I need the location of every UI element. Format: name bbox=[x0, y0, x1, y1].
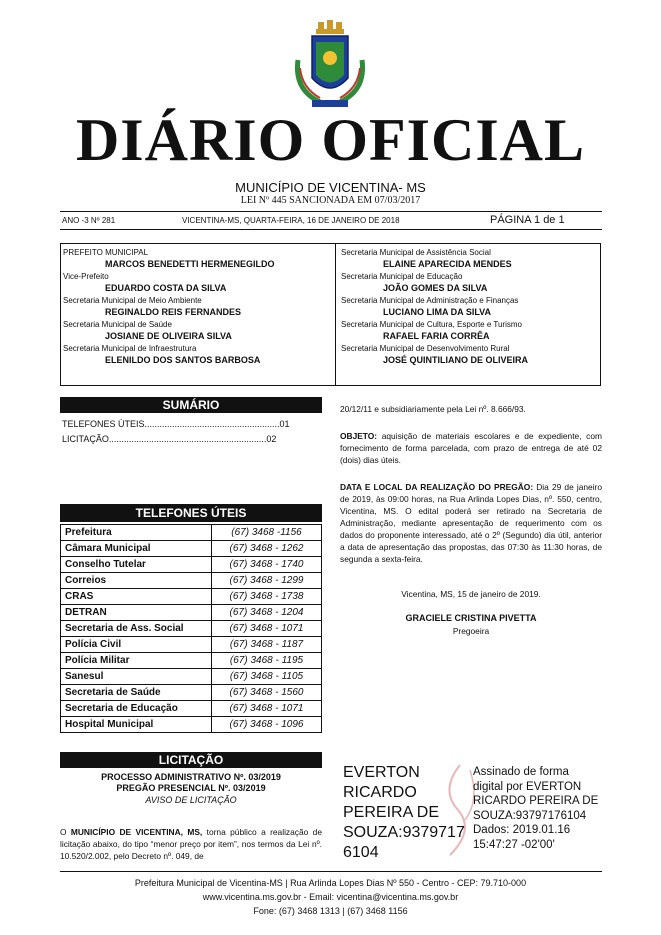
official-name: ELAINE APARECIDA MENDES bbox=[383, 259, 512, 269]
phone-name: Secretaria de Ass. Social bbox=[61, 621, 212, 637]
objeto-paragraph bbox=[340, 430, 602, 466]
phone-name: Sanesul bbox=[61, 669, 212, 685]
phone-number: (67) 3468 - 1299 bbox=[212, 573, 322, 589]
official-entry bbox=[63, 272, 331, 296]
signature-detail-line: 15:47:27 -02'00' bbox=[473, 838, 555, 851]
official-name: RAFAEL FARIA CORRÊA bbox=[383, 331, 490, 341]
signature-line: RICARDO bbox=[343, 784, 417, 801]
phone-name: Hospital Municipal bbox=[61, 717, 212, 733]
phone-number: (67) 3468 - 1740 bbox=[212, 557, 322, 573]
phone-name: CRAS bbox=[61, 589, 212, 605]
official-role: Secretaria Municipal de Infraestrutura bbox=[63, 344, 197, 353]
phone-name: Câmara Municipal bbox=[61, 541, 212, 557]
official-entry bbox=[341, 320, 609, 344]
official-role: Secretaria Municipal de Cultura, Esporte e Turismo bbox=[341, 320, 522, 329]
signature-detail-line: digital por EVERTON bbox=[473, 780, 582, 793]
signatory-name: GRACIELE CRISTINA PIVETTA bbox=[405, 613, 537, 623]
licitacao-body bbox=[60, 826, 322, 862]
official-name: EDUARDO COSTA DA SILVA bbox=[105, 283, 227, 293]
phone-name: Polícia Civil bbox=[61, 637, 212, 653]
official-role: Secretaria Municipal de Assistência Social bbox=[341, 248, 491, 257]
table-row bbox=[61, 573, 322, 589]
continuation-text: 20/12/11 e subsidiariamente pela Lei nº. 8.666/93. bbox=[340, 404, 526, 414]
official-name: LUCIANO LIMA DA SILVA bbox=[383, 307, 491, 317]
official-entry bbox=[63, 296, 331, 320]
footer-divider bbox=[60, 871, 602, 872]
official-name: JOÃO GOMES DA SILVA bbox=[383, 283, 488, 293]
official-name: MARCOS BENEDETTI HERMENEGILDO bbox=[105, 259, 275, 269]
table-row bbox=[61, 605, 322, 621]
official-entry bbox=[63, 320, 331, 344]
officials-right-column bbox=[341, 248, 609, 368]
official-name: JOSÉ QUINTILIANO DE OLIVEIRA bbox=[383, 355, 529, 365]
table-row bbox=[61, 637, 322, 653]
phone-number: (67) 3468 - 1096 bbox=[212, 717, 322, 733]
licitacao-heading: LICITAÇÃO bbox=[60, 752, 322, 768]
body-bold: MUNICÍPIO DE VICENTINA, MS, bbox=[70, 827, 203, 837]
official-role: Secretaria Municipal de Saúde bbox=[63, 320, 172, 329]
sumario-item[interactable]: LICITAÇÃO...............................................................02 bbox=[62, 434, 277, 444]
official-entry bbox=[341, 296, 609, 320]
official-entry bbox=[63, 248, 331, 272]
body-text: O bbox=[60, 827, 71, 837]
signature-detail-line: RICARDO PEREIRA DE bbox=[473, 795, 599, 808]
signature-line: 6104 bbox=[343, 844, 379, 861]
table-row bbox=[61, 589, 322, 605]
digital-signature-name bbox=[343, 763, 468, 863]
phone-number: (67) 3468 - 1204 bbox=[212, 605, 322, 621]
phone-name: Conselho Tutelar bbox=[61, 557, 212, 573]
sumario-heading: SUMÁRIO bbox=[60, 397, 322, 413]
table-row bbox=[61, 685, 322, 701]
phone-number: (67) 3468 - 1071 bbox=[212, 701, 322, 717]
footer-address: Prefeitura Municipal de Vicentina-MS | Rua Arlinda Lopes Dias Nº 550 - Centro - CEP: 79.710-000 bbox=[134, 878, 527, 888]
official-entry bbox=[63, 344, 331, 368]
divider bbox=[60, 229, 602, 230]
phone-number: (67) 3468 - 1071 bbox=[212, 621, 322, 637]
table-row bbox=[61, 621, 322, 637]
signature-line: EVERTON bbox=[343, 764, 420, 781]
official-role: PREFEITO MUNICIPAL bbox=[63, 248, 149, 257]
telefones-heading: TELEFONES ÚTEIS bbox=[60, 504, 322, 522]
signature-detail-line: Assinado de forma bbox=[473, 766, 569, 778]
data-local-text: Dia 29 de janeiro de 2019, às 09:00 horas, na Rua Arlinda Lopes Dias, nº. 550, centro, Vicentina, MS. O edital poderá ser retirado na Secretaria de Administração, mediante apresentação de requerimento com os dados do proponente interessado, até o 2º (Segundo) dia útil, anterior a data de apresentação das propostas, das 07:30 às 11:30 horas, de segunda a sexta-feira. bbox=[340, 482, 602, 564]
phone-number: (67) 3468 - 1195 bbox=[212, 653, 322, 669]
phone-name: Secretaria de Educação bbox=[61, 701, 212, 717]
masthead-title: DIÁRIO OFICIAL bbox=[75, 107, 586, 173]
municipio-name: MUNICÍPIO DE VICENTINA- MS bbox=[235, 180, 426, 195]
official-role: Secretaria Municipal de Educação bbox=[341, 272, 463, 281]
official-name: JOSIANE DE OLIVEIRA SILVA bbox=[105, 331, 232, 341]
phone-number: (67) 3468 - 1187 bbox=[212, 637, 322, 653]
telefones-table bbox=[60, 524, 322, 733]
officials-box bbox=[60, 243, 601, 386]
table-row bbox=[61, 653, 322, 669]
official-entry bbox=[341, 248, 609, 272]
phone-number: (67) 3468 - 1262 bbox=[212, 541, 322, 557]
sumario-item[interactable]: TELEFONES ÚTEIS......................................................01 bbox=[62, 419, 290, 429]
phone-number: (67) 3468 - 1560 bbox=[212, 685, 322, 701]
phone-name: Secretaria de Saúde bbox=[61, 685, 212, 701]
municipal-crest-icon bbox=[290, 20, 370, 120]
official-entry bbox=[341, 344, 609, 368]
objeto-text: aquisição de materiais escolares e de expediente, com fornecimento de forma parcelada, com prazo de entrega de até 02 (dois) dias úteis. bbox=[340, 431, 602, 465]
signature-date: Vicentina, MS, 15 de janeiro de 2019. bbox=[401, 589, 541, 599]
processo-title: PROCESSO ADMINISTRATIVO Nº. 03/2019 bbox=[101, 772, 281, 782]
divider bbox=[60, 211, 602, 212]
column-divider bbox=[335, 244, 336, 385]
footer-web-email[interactable]: www.vicentina.ms.gov.br - Email: vicentina@vicentina.ms.gov.br bbox=[202, 892, 459, 902]
official-name: REGINALDO REIS FERNANDES bbox=[105, 307, 242, 317]
official-entry bbox=[341, 272, 609, 296]
body-text: torna público a realização de licitação abaixo, do tipo “menor preço por item”, nos termos da Lei nº. 10.520/2.002, pelo Decreto nº. 049, de bbox=[60, 827, 322, 861]
phone-name: Polícia Militar bbox=[61, 653, 212, 669]
signatory-role: Pregoeira bbox=[452, 626, 490, 636]
data-local-label: DATA E LOCAL DA REALIZAÇÃO DO PREGÃO: bbox=[340, 482, 534, 492]
data-local-paragraph bbox=[340, 481, 602, 565]
phone-number: (67) 3468 -1156 bbox=[212, 525, 322, 541]
objeto-label: OBJETO: bbox=[340, 431, 378, 441]
table-row bbox=[61, 541, 322, 557]
lei-line: LEI Nº 445 SANCIONADA EM 07/03/2017 bbox=[240, 195, 421, 206]
aviso-title: AVISO DE LICITAÇÃO bbox=[145, 795, 237, 805]
official-role: Vice-Prefeito bbox=[63, 272, 109, 281]
signature-line: SOUZA:9379717 bbox=[343, 824, 465, 841]
table-row bbox=[61, 525, 322, 541]
phone-name: Prefeitura bbox=[61, 525, 212, 541]
digital-signature-details bbox=[473, 765, 608, 853]
table-row bbox=[61, 669, 322, 685]
edition-date: VICENTINA-MS, QUARTA-FEIRA, 16 DE JANEIRO DE 2018 bbox=[182, 216, 400, 225]
table-row bbox=[61, 717, 322, 733]
signature-detail-line: SOUZA:93797176104 bbox=[473, 809, 587, 822]
officials-left-column bbox=[63, 248, 331, 368]
footer-phones: Fone: (67) 3468 1313 | (67) 3468 1156 bbox=[253, 906, 408, 916]
official-role: Secretaria Municipal de Meio Ambiente bbox=[63, 296, 202, 305]
edition-number: ANO -3 Nº 281 bbox=[62, 216, 116, 225]
table-row bbox=[61, 557, 322, 573]
signature-line: PEREIRA DE bbox=[343, 804, 440, 821]
phone-number: (67) 3468 - 1738 bbox=[212, 589, 322, 605]
phone-name: DETRAN bbox=[61, 605, 212, 621]
page-number: PÁGINA 1 de 1 bbox=[490, 214, 565, 226]
official-role: Secretaria Municipal de Administração e Finanças bbox=[341, 296, 519, 305]
table-row bbox=[61, 701, 322, 717]
pregao-title: PREGÃO PRESENCIAL Nº. 03/2019 bbox=[116, 783, 266, 793]
signature-detail-line: Dados: 2019.01.16 bbox=[473, 824, 571, 837]
official-role: Secretaria Municipal de Desenvolvimento Rural bbox=[341, 344, 510, 353]
phone-number: (67) 3468 - 1105 bbox=[212, 669, 322, 685]
phone-name: Correios bbox=[61, 573, 212, 589]
official-name: ELENILDO DOS SANTOS BARBOSA bbox=[105, 355, 261, 365]
